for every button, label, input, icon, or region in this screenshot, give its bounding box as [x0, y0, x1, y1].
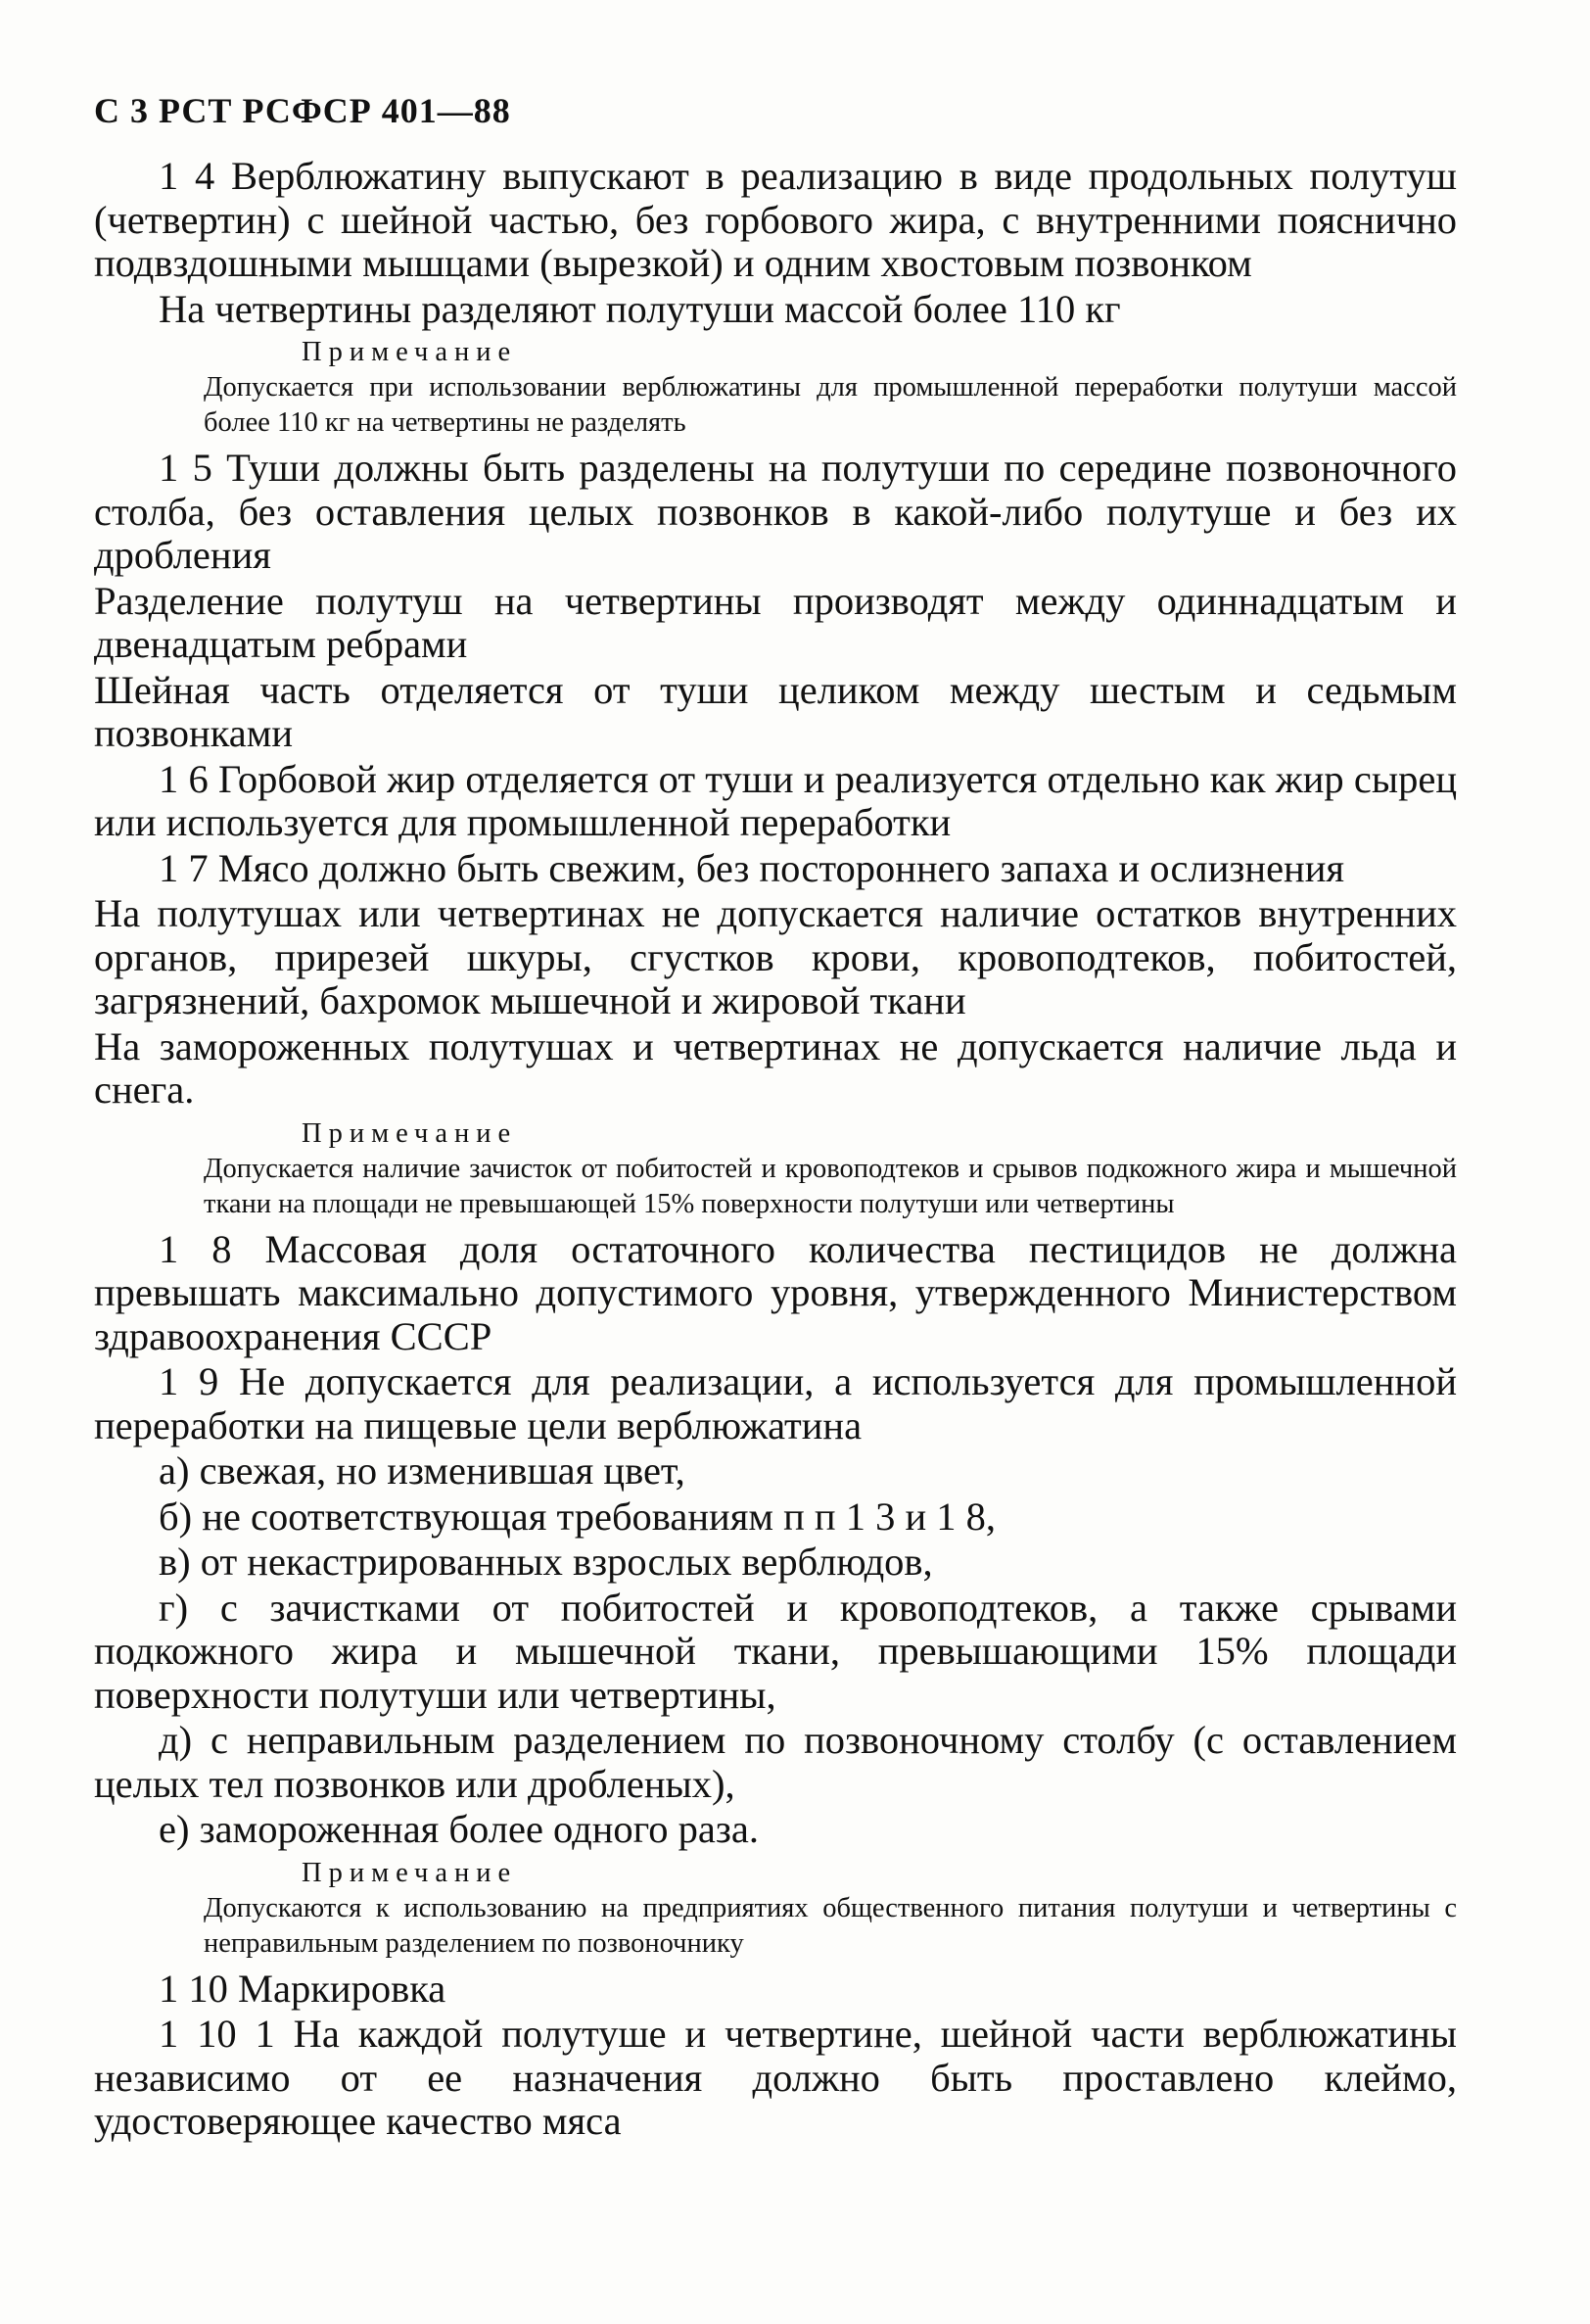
document-body [94, 155, 1457, 2146]
paragraph-1-4: 1 4 Верблюжатину выпускают в реализацию в виде продольных полутуш (четвертин) с шейной частью, без горбового жира, с внутренними поясничнo подвздошными мышцами (вырезкой) и одним хвостовым позвонком [94, 154, 1457, 285]
note-2-text: Допускается наличие зачисток от побитостей и кровоподтеков и срывов подкожного жира и мышечной ткани на площади не превышающей 15% поверхности полутуши или четвертины [204, 1153, 1457, 1219]
paragraph-1-5-neck: Шейная часть отделяется от туши целиком между шестым и седьмым позвонками [94, 667, 1457, 755]
paragraph-1-4-quarters: На четвертины разделяют полутуши массой более 110 кг [159, 286, 1121, 331]
list-item-v: в) от некастрированных взрослых верблюдов, [159, 1540, 933, 1584]
section-heading-1-10: 1 10 Маркировка [159, 1966, 446, 2011]
paragraph-1-9: 1 9 Не допускается для реализации, а используется для промышленной переработки на пищевые цели верблюжатина [94, 1359, 1457, 1447]
paragraph-1-10-1: 1 10 1 На каждой полутуше и четвертине, шейной части верблюжатины независимо от ее назначения должно быть проставлено клеймо, удостоверяющее качество мяса [94, 2012, 1457, 2143]
note-1 [204, 335, 1457, 441]
paragraph-1-7-frozen: На замороженных полутушах и четвертинах не допускается наличие льда и снега. [94, 1023, 1457, 1112]
paragraph-1-5-quarters: Разделение полутуш на четвертины производят между одиннадцатым и двенадцатым ребрами [94, 578, 1457, 666]
paragraph-1-6: 1 6 Горбовой жир отделяется от туши и реализуется отдельно как жир сырец или используется для промышленной переработки [94, 756, 1457, 844]
list-item-b: б) не соответствующая требованиям п п 1 3 и 1 8, [159, 1494, 996, 1539]
note-3 [204, 1856, 1457, 1962]
list-item-g: г) с зачистками от побитостей и кровоподтеков, а также срывами подкожного жира и мышечной ткани, превышающими 15% площади поверхности полутуши или четвертины, [94, 1585, 1457, 1717]
list-item-a: а) свежая, но изменившая цвет, [159, 1448, 685, 1493]
note-2 [204, 1116, 1457, 1222]
note-1-label: Примечание [302, 337, 518, 367]
list-item-e: е) замороженная более одного раза. [159, 1807, 759, 1851]
note-1-text: Допускается при использовании верблюжатины для промышленной переработки полутуши массой более 110 кг на четвертины не разделять [204, 372, 1457, 438]
note-3-text: Допускаются к использованию на предприятиях общественного питания полутуши и четвертины с неправильным разделением по позвоночнику [204, 1892, 1457, 1959]
page-header: С 3 РСТ РСФСР 401—88 [94, 91, 511, 130]
note-2-label: Примечание [302, 1117, 518, 1149]
list-item-d: д) с неправильным разделением по позвоночному столбу (с оставлением целых тел позвонков или дробленых), [94, 1718, 1457, 1806]
paragraph-1-7: 1 7 Мясо должно быть свежим, без постороннего запаха и ослизнения [159, 845, 1345, 890]
paragraph-1-8: 1 8 Массовая доля остаточного количества пестицидов не должна превышать максимально допустимого уровня, утвержденного Министерством здравоохранения СССР [94, 1226, 1457, 1358]
paragraph-1-7-remnants: На полутушах или четвертинах не допускается наличие остатков внутренних органов, прирезей шкуры, сгустков крови, кровоподтеков, побитостей, загрязнений, бахромок мышечной и жировой ткани [94, 891, 1457, 1022]
paragraph-1-5: 1 5 Туши должны быть разделены на полутуши по середине позвоночного столба, без оставления целых позвонков в какой-либо полутуше и без их дробления [94, 446, 1457, 577]
note-3-label: Примечание [302, 1857, 518, 1888]
